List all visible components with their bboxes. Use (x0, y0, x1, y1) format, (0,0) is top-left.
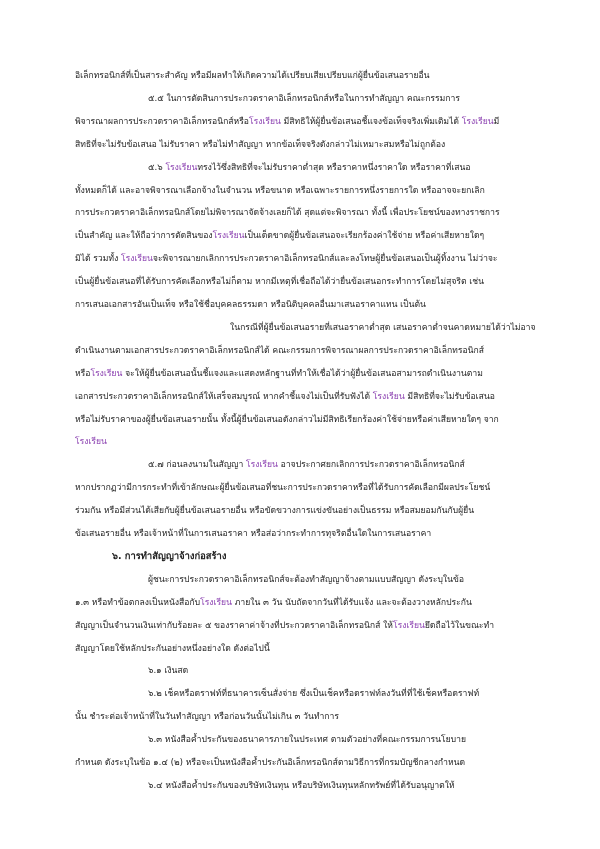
paragraph-line (148, 684, 560, 704)
line-text: มีสิทธิที่จะไม่รับข้อเสนอ (404, 391, 495, 402)
paragraph-line (75, 387, 560, 407)
paragraph-line (75, 593, 560, 613)
line-text: สัญญาโดยใช้หลักประกันอย่างหนึ่งอย่างใด ดังต่อไปนี้ (75, 643, 270, 654)
line-text: ร่วมกัน หรือมีส่วนได้เสียกับผู้ยื่นข้อเสนอรายอื่น หรือขัดขวางการแข่งขันอย่างเป็นธรรม หรือสมยอมกันกับผู้ยื่น (75, 506, 475, 517)
paragraph-line (75, 478, 560, 498)
line-text: เป็นเด็ดขาดผู้ยื่นข้อเสนอจะเรียกร้องค่าใช้จ่าย หรือค่าเสียหายใดๆ (244, 231, 485, 242)
line-text: ยึดถือไว้ในขณะทำ (424, 620, 495, 631)
highlighted-term: โรงเรียน (246, 460, 278, 471)
line-text: เช็คหรือดราฟท์ที่ธนาคารเซ็นสั่งจ่าย ซึ่งเป็นเช็คหรือดราฟท์ลงวันที่ที่ใช้เช็คหรือดราฟท์ (161, 689, 480, 700)
paragraph-line (75, 295, 560, 315)
paragraph-line (75, 432, 560, 452)
highlighted-term: โรงเรียน (461, 116, 494, 127)
paragraph-line (75, 249, 560, 269)
line-text: หรือไม่รับราคาของผู้ยื่นข้อเสนอรายนั้น ทั้งนี้ผู้ยื่นข้อเสนอดังกล่าวไม่มีสิทธิเรียกร้องค่าใช้จ่ายหรือค่าเสียหายใดๆ จาก (75, 414, 499, 425)
paragraph-line (75, 410, 560, 430)
line-text: นั้น ชำระต่อเจ้าหน้าที่ในวันทำสัญญา หรือก่อนวันนั้นไม่เกิน ๓ วันทำการ (75, 712, 339, 723)
highlighted-term: โรงเรียน (212, 231, 245, 242)
line-text: จะพิจารณายกเลิกการประกวดราคาอิเล็กทรอนิกส์และลงโทษผู้ยื่นข้อเสนอเป็นผู้ทิ้งงาน ไม่ว่าจะ (152, 254, 498, 265)
line-text: หากปรากฏว่ามีการกระทำที่เข้าลักษณะผู้ยื่นข้อเสนอที่ชนะการประกวดราคาหรือที่ได้รับการคัดเลือกมีผลประโยชน์ (75, 483, 491, 494)
paragraph-line (75, 135, 560, 155)
line-text: ๖.๑ (148, 666, 162, 677)
paragraph-line (75, 616, 560, 636)
line-text: ๖. (112, 550, 122, 562)
paragraph-line (148, 570, 560, 590)
line-text: ๖.๒ (148, 689, 162, 700)
line-text: เงินสด (161, 666, 189, 677)
highlighted-term: โรงเรียน (392, 620, 425, 631)
paragraph-line (75, 364, 560, 384)
line-text: เอกสารประกวดราคาอิเล็กทรอนิกส์ให้เสร็จสมบูรณ์ หากคำชี้แจงไม่เป็นที่รับฟังได้ (75, 391, 373, 402)
line-text: การประกวดราคาอิเล็กทรอนิกส์โดยไม่พิจารณาจัดจ้างเลยก็ได้ สุดแต่จะพิจารณา ทั้งนี้ เพื่อประโยชน์ของทางราชการ (75, 208, 500, 219)
highlighted-term: โรงเรียน (90, 368, 123, 379)
highlighted-term: โรงเรียน (165, 162, 198, 173)
line-text: ๕.๖ (148, 162, 163, 173)
paragraph-line (148, 730, 560, 750)
paragraph-line (75, 181, 560, 201)
line-text: มีสิทธิให้ผู้ยื่นข้อเสนอชี้แจงข้อเท็จจริงเพิ่มเติมได้ (280, 116, 462, 127)
line-text: ๖.๔ (148, 780, 163, 791)
line-text: ๑.๓ หรือทำข้อตกลงเป็นหนังสือกับ (75, 597, 201, 608)
line-text: สัญญาเป็นจำนวนเงินเท่ากับร้อยละ ๕ ของราคาค่าจ้างที่ประกวดราคาอิเล็กทรอนิกส์ ให้ (75, 620, 393, 631)
paragraph-line (75, 524, 560, 544)
paragraph-line (75, 112, 560, 132)
paragraph-line (148, 661, 560, 681)
paragraph-line (148, 89, 560, 109)
highlighted-term: โรงเรียน (248, 116, 281, 127)
line-text: หนังสือค้ำประกันของบริษัทเงินทุน หรือบริษัทเงินทุนหลักทรัพย์ที่ได้รับอนุญาตให้ (162, 780, 455, 791)
line-text: หรือ (75, 368, 91, 379)
line-text: มิได้ รวมทั้ง (75, 254, 121, 265)
line-text: ในกรณีที่ผู้ยื่นข้อเสนอรายที่เสนอราคาต่ำสุด เสนอราคาต่ำจนคาดหมายได้ว่าไม่อาจ (230, 322, 536, 333)
paragraph-line (230, 318, 560, 338)
line-text: ดำเนินงานตามเอกสารประกวดราคาอิเล็กทรอนิกส์ได้ คณะกรรมการพิจารณาผลการประกวดราคาอิเล็กทรอนิกส์ (75, 345, 484, 356)
paragraph-line (75, 203, 560, 223)
paragraph-line (75, 66, 560, 86)
paragraph-line (148, 455, 560, 475)
line-text: ภายใน ๓ วัน นับถัดจากวันที่ได้รับแจ้ง และจะต้องวางหลักประกัน (231, 597, 472, 608)
section-heading (112, 547, 560, 567)
paragraph-line (75, 639, 560, 659)
line-text: ๕.๗ (148, 460, 164, 471)
line-text: ๖.๓ (148, 735, 163, 746)
line-text: เป็นผู้ยื่นข้อเสนอที่ได้รับการคัดเลือกหรือไม่ก็ตาม หากมีเหตุที่เชื่อถือได้ว่ายื่นข้อเสนอกระทำการโดยไม่สุจริต เช่น (75, 277, 484, 288)
line-text: ผู้ชนะการประกวดราคาอิเล็กทรอนิกส์จะต้องทำสัญญาจ้างตามแบบสัญญา ดังระบุในข้อ (148, 574, 465, 585)
highlighted-term: โรงเรียน (372, 391, 405, 402)
paragraph-line (75, 226, 560, 246)
line-text: อิเล็กทรอนิกส์ที่เป็นสาระสำคัญ หรือมีผลทำให้เกิดความได้เปรียบเสียเปรียบแก่ผู้ยื่นข้อเสนอรายอื่น (75, 71, 430, 81)
line-text: หนังสือค้ำประกันของธนาคารภายในประเทศ ตามตัวอย่างที่คณะกรรมการนโยบาย (162, 735, 466, 746)
line-text: อาจประกาศยกเลิกการประกวดราคาอิเล็กทรอนิกส์ (277, 460, 465, 471)
line-text: การเสนอเอกสารอันเป็นเท็จ หรือใช้ชื่อบุคคลธรรมดา หรือนิติบุคคลอื่นมาเสนอราคาแทน เป็นต้น (75, 300, 426, 310)
line-text: พิจารณาผลการประกวดราคาอิเล็กทรอนิกส์หรือ (75, 116, 249, 127)
line-text: ทั้งหมดก็ได้ และอาจพิจารณาเลือกจ้างในจำนวน หรือขนาด หรือเฉพาะรายการหนึ่งรายการใด หรืออาจจะยกเลิก (75, 185, 485, 196)
paragraph-line (75, 707, 560, 727)
line-text: มี (493, 116, 500, 127)
line-text: ในการตัดสินการประกวดราคาอิเล็กทรอนิกส์หรือในการทำสัญญา คณะกรรมการ (163, 93, 460, 104)
paragraph-line (148, 158, 560, 178)
highlighted-term: โรงเรียน (75, 437, 107, 448)
line-text: กำหนด ดังระบุในข้อ ๑.๔ (๒) หรือจะเป็นหนังสือค้ำประกันอิเล็กทรอนิกส์ตามวิธีการที่กรมบัญชีกลางกำหนด (75, 758, 466, 768)
paragraph-line (148, 776, 560, 796)
paragraph-line (75, 501, 560, 521)
line-text: ๕.๕ (148, 93, 164, 104)
paragraph-line (75, 341, 560, 361)
line-text: ข้อเสนอรายอื่น หรือเจ้าหน้าที่ในการเสนอราคา หรือส่อว่ากระทำการทุจริตอื่นใดในการเสนอราคา (75, 529, 432, 539)
paragraph-line (75, 753, 560, 773)
line-text: เป็นสำคัญ และให้ถือว่าการตัดสินของ (75, 231, 213, 242)
highlighted-term: โรงเรียน (200, 597, 232, 608)
line-text: ทรงไว้ซึ่งสิทธิที่จะไม่รับราคาต่ำสุด หรือราคาหนึ่งราคาใด หรือราคาที่เสนอ (197, 162, 471, 173)
line-text: สิทธิที่จะไม่รับข้อเสนอ ไม่รับราคา หรือไม่ทำสัญญา หากข้อเท็จจริงดังกล่าวไม่เหมาะสมหรือไม่ถูกต้อง (75, 139, 446, 150)
line-text: ก่อนลงนามในสัญญา (163, 460, 247, 471)
paragraph-line (75, 272, 560, 292)
highlighted-term: โรงเรียน (121, 254, 153, 265)
line-text: การทำสัญญาจ้างก่อสร้าง (121, 550, 227, 562)
line-text: จะให้ผู้ยื่นข้อเสนอนั้นชี้แจงและแสดงหลักฐานที่ทำให้เชื่อได้ว่าผู้ยื่นข้อเสนอสามารถดำเนินงานตาม (122, 368, 483, 379)
